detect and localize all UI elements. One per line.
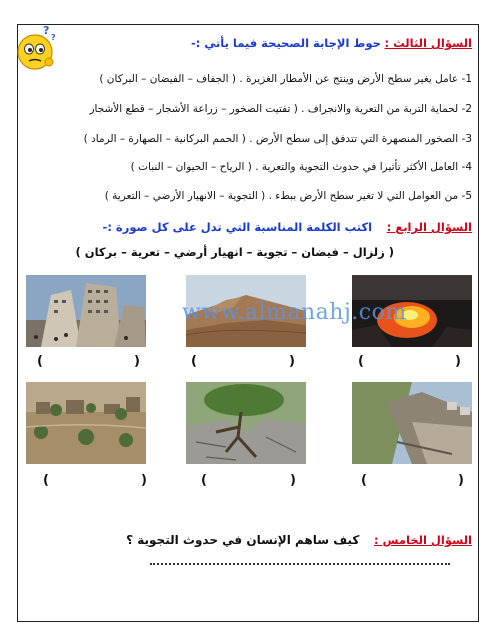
q4-instruction: اكتب الكلمة المناسبة التي تدل على كل صورة :- [102,220,373,234]
answer-blank-3-close: ) [455,354,461,369]
q4-label: السؤال الرابع : [386,220,472,234]
q3-instruction: حوط الإجابة الصحيحة فيما يأتي :- [190,36,381,50]
answer-blank-6-open: ( [361,473,367,488]
answer-blank-2-open: ( [191,354,197,369]
answer-blank-1-open: ( [37,354,43,369]
answer-blank-5-open: ( [201,473,207,488]
answer-blank-4-open: ( [43,473,49,488]
q3-label: السؤال الثالث : [384,36,472,50]
watermark: www.almanahj.com [182,300,407,325]
q3-item-3: 3- الصخور المنصهرة التي تتدفق إلى سطح الأرض . ( الحمم البركانية – الصهارة – الرماد ) [83,133,472,145]
answer-blank-5-close: ) [290,473,296,488]
answer-blank-3-open: ( [358,354,364,369]
q3-title [191,36,472,50]
word-bank: ( زلزال – فيضان – تجوية – انهيار أرضي – تعرية – بركان ) [75,245,394,259]
landslide-photo [352,382,472,464]
answer-line[interactable] [150,561,450,565]
q3-item-4: 4- العامل الأكثر تأثيرا في حدوث التجوية والتعرية . ( الرياح – الحيوان – النبات ) [130,161,472,173]
q4-title [103,220,472,234]
weathering-tree-photo [186,382,306,464]
answer-blank-4-close: ) [141,473,147,488]
svg-text:?: ? [43,24,50,37]
q5-label: السؤال الخامس : [374,533,472,547]
svg-text:?: ? [51,33,56,42]
answer-blank-1-close: ) [134,354,140,369]
thinking-face-icon [13,24,61,72]
earthquake-photo [26,275,146,347]
q5-question: كيف ساهم الإنسان في حدوث التجوية ؟ [126,533,360,547]
q3-item-5: 5- من العوامل التي لا تغير سطح الأرض ببطء . ( التجوية – الانهيار الأرضي – التعرية ) [104,190,472,202]
q3-item-2: 2- لحماية التربة من التعرية والانجراف . ( تفتيت الصخور – زراعة الأشجار – قطع الأشجار [89,103,472,115]
flood-photo [26,382,146,464]
q5-title [126,533,472,547]
q3-item-1: 1- عامل يغير سطح الأرض وينتج عن الأمطار الغزيرة . ( الجفاف – الفيضان – البركان ) [99,73,472,85]
answer-blank-2-close: ) [289,354,295,369]
answer-blank-6-close: ) [458,473,464,488]
